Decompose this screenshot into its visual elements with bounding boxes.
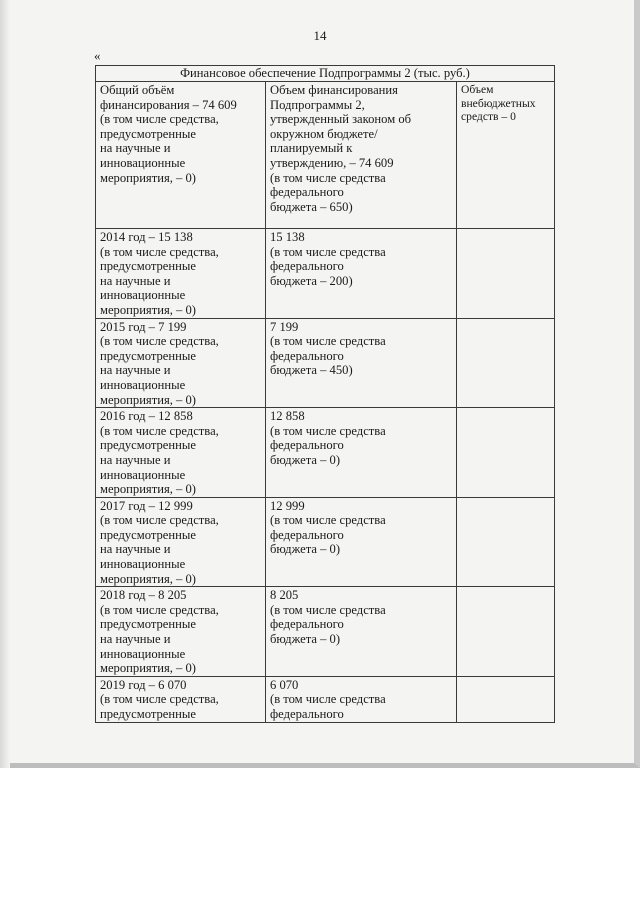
cell-line: предусмотренные [100,126,196,141]
cell-line: (в том числе средства [270,423,386,438]
cell-line: предусмотренные [100,707,196,721]
cell-line: внебюджетных [461,96,536,110]
cell-line: (в том числе средства [270,602,386,617]
table-row [96,229,555,319]
cell-line: 6 070 [270,677,299,692]
cell-line: утверждению, – 74 609 [270,155,394,170]
cell-line: на научные и [100,632,171,647]
cell-line: утвержденный законом об [270,112,412,127]
cell-line: инновационные [100,377,186,392]
table-row [96,587,555,677]
cell-line: предусмотренные [100,527,196,542]
cell-line: федерального [270,348,344,363]
year-total-cell [96,497,266,587]
cell-line: бюджета – 650) [270,199,353,214]
cell-line: средств – 0 [461,110,516,123]
cell-line: 2015 год – 7 199 [100,319,187,334]
cell-line: (в том числе средства, [100,244,219,259]
cell-line: федерального [270,707,344,721]
cell-line: бюджета – 450) [270,363,353,378]
cell-line: 2014 год – 15 138 [100,230,193,244]
year-total-cell [96,229,266,319]
cell-line: (в том числе средства, [100,602,219,617]
cell-line: (в том числе средства [270,244,386,259]
cell-line: на научные и [100,542,171,557]
cell-line: 7 199 [270,319,299,334]
year-total-cell [96,318,266,408]
cell-line: (в том числе средства [270,513,386,528]
cell-line: инновационные [100,155,186,170]
cell-line: мероприятия, – 0) [100,661,196,676]
cell-line: мероприятия, – 0) [100,482,196,497]
financing-table [95,65,555,723]
opening-quote: « [94,48,101,63]
cell-line: инновационные [100,467,186,482]
year-budget-cell [266,318,457,408]
cell-line: (в том числе средства, [100,423,219,438]
cell-line: инновационные [100,646,186,661]
cell-line: бюджета – 0) [270,542,341,557]
cell-line: федерального [270,527,344,542]
cell-line: 15 138 [270,230,305,244]
cell-line: мероприятия, – 0) [100,392,196,407]
cell-line: федерального [270,259,344,274]
page-number: 14 [313,28,327,43]
year-budget-cell [266,408,457,498]
cell-line: федерального [270,617,344,632]
header-budget-cell [266,82,457,229]
year-extrabudget-cell [457,587,555,677]
cell-line: федерального [270,185,344,200]
cell-line: бюджета – 0) [270,452,341,467]
cell-line: федерального [270,438,344,453]
cell-line: предусмотренные [100,259,196,274]
cell-line: 2016 год – 12 858 [100,409,193,424]
cell-line: 12 999 [270,498,305,513]
cell-line: на научные и [100,273,171,288]
cell-line: бюджета – 0) [270,632,341,647]
table-row [96,676,555,722]
year-extrabudget-cell [457,408,555,498]
year-budget-cell [266,229,457,319]
cell-line: (в том числе средства, [100,334,219,349]
cell-line: (в том числе средства [270,692,386,707]
year-total-cell [96,676,266,722]
year-extrabudget-cell [457,497,555,587]
cell-line: предусмотренные [100,438,196,453]
cell-line: Общий объём [100,83,175,97]
cell-line: (в том числе средства [270,334,386,349]
table-title: Финансовое обеспечение Подпрограммы 2 (тыс. руб.) [96,66,555,82]
table-row [96,318,555,408]
year-extrabudget-cell [457,229,555,319]
year-total-cell [96,587,266,677]
cell-line: окружном бюджете/ [270,126,378,141]
cell-line: мероприятия, – 0) [100,571,196,586]
cell-line: бюджета – 200) [270,273,353,288]
cell-line: 2019 год – 6 070 [100,677,187,692]
cell-line: Объем [461,83,494,96]
cell-line: (в том числе средства, [100,513,219,528]
cell-line: (в том числе средства, [100,112,219,127]
cell-line: на научные и [100,141,171,156]
year-extrabudget-cell [457,676,555,722]
header-extrabudget-cell [457,82,555,229]
cell-line: мероприятия, – 0) [100,302,196,317]
cell-line: мероприятия, – 0) [100,170,196,185]
year-budget-cell [266,676,457,722]
table-header-row [96,82,555,229]
cell-line: 2017 год – 12 999 [100,498,193,513]
cell-line: (в том числе средства [270,170,386,185]
cell-line: 12 858 [270,409,305,424]
year-budget-cell [266,497,457,587]
cell-line: инновационные [100,288,186,303]
cell-line: Объем финансирования [270,83,398,97]
cell-line: предусмотренные [100,617,196,632]
scan-edge-shadow [0,0,10,768]
cell-line: 8 205 [270,588,299,603]
cell-line: планируемый к [270,141,353,156]
cell-line: Подпрограммы 2, [270,97,365,112]
year-total-cell [96,408,266,498]
year-extrabudget-cell [457,318,555,408]
cell-line: инновационные [100,557,186,572]
header-total-cell [96,82,266,229]
table-row [96,408,555,498]
table-title-row [96,66,555,82]
cell-line: финансирования – 74 609 [100,97,237,112]
cell-line: предусмотренные [100,348,196,363]
cell-line: 2018 год – 8 205 [100,588,187,603]
table-row [96,497,555,587]
cell-line: на научные и [100,452,171,467]
cell-line: на научные и [100,363,171,378]
year-budget-cell [266,587,457,677]
cell-line: (в том числе средства, [100,692,219,707]
